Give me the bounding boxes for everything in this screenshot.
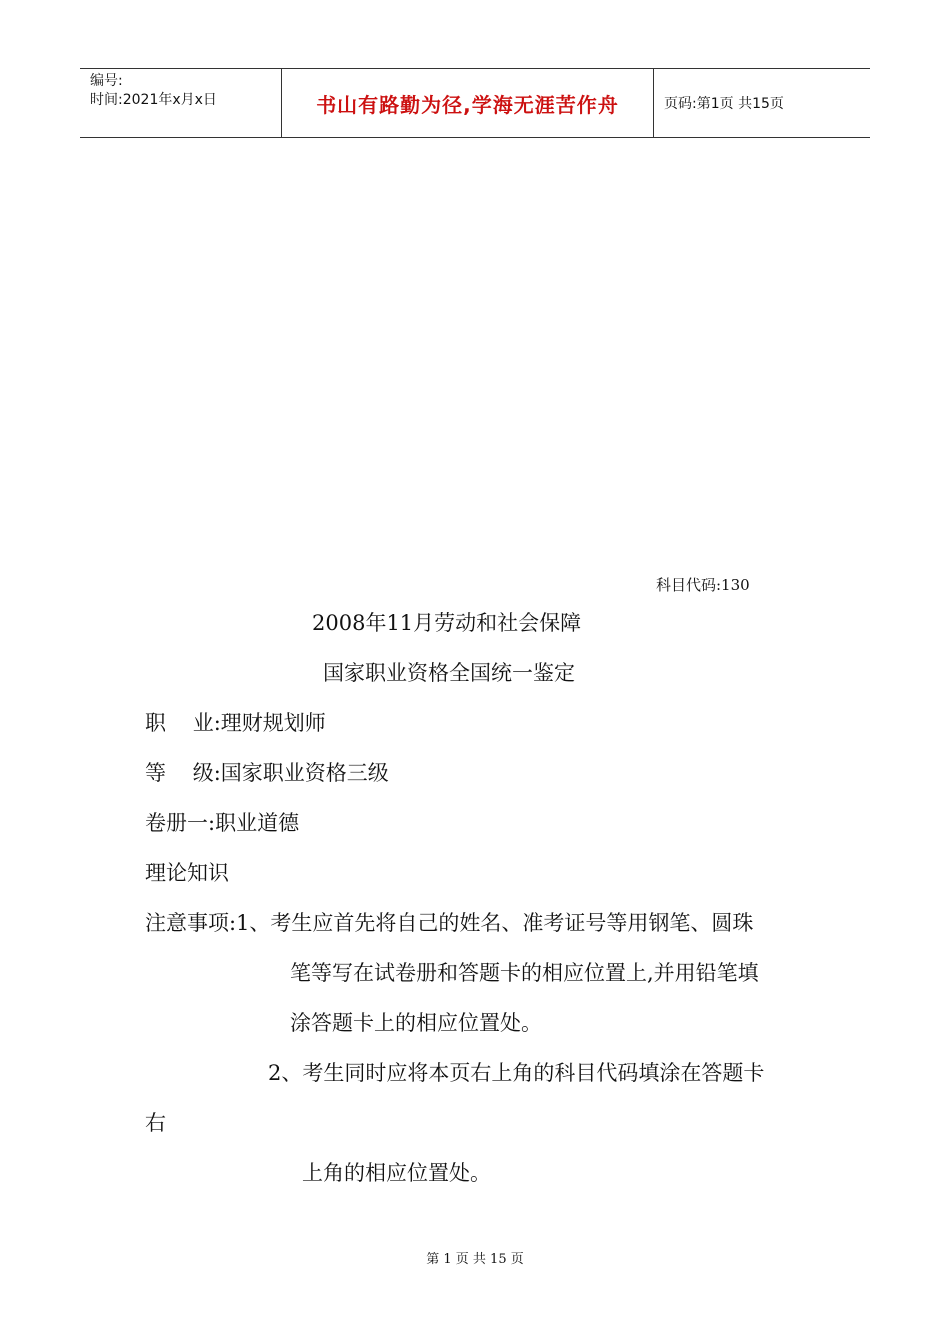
notice-2a: 2、考生同时应将本页右上角的科目代码填涂在答题卡 <box>268 1061 765 1085</box>
header-left <box>80 69 281 137</box>
page-footer: 第 1 页 共 15 页 <box>426 1252 524 1267</box>
time-label: 时间:2021年x月x日 <box>90 92 217 108</box>
notice-1c: 涂答题卡上的相应位置处。 <box>290 1011 542 1035</box>
notice-2c: 上角的相应位置处。 <box>302 1161 491 1185</box>
header-motto: 书山有路勤为径,学海无涯苦作舟 <box>281 69 654 137</box>
number-label: 编号: <box>90 73 123 89</box>
subject-code: 科目代码:130 <box>656 576 750 594</box>
volume-line: 卷册一:职业道德 <box>145 811 300 835</box>
title-line-1: 2008年11月劳动和社会保障 <box>312 611 582 635</box>
occupation-line: 职 业:理财规划师 <box>145 711 326 735</box>
header-page-info: 页码:第1页 共15页 <box>664 96 784 112</box>
theory-line: 理论知识 <box>145 861 229 885</box>
notice-1a: 注意事项:1、考生应首先将自己的姓名、准考证号等用钢笔、圆珠 <box>145 911 754 935</box>
level-line: 等 级:国家职业资格三级 <box>145 761 389 785</box>
notice-2b: 右 <box>145 1111 166 1135</box>
title-line-2: 国家职业资格全国统一鉴定 <box>323 661 575 685</box>
page-header <box>80 68 870 138</box>
notice-1b: 笔等写在试卷册和答题卡的相应位置上,并用铅笔填 <box>290 961 759 985</box>
